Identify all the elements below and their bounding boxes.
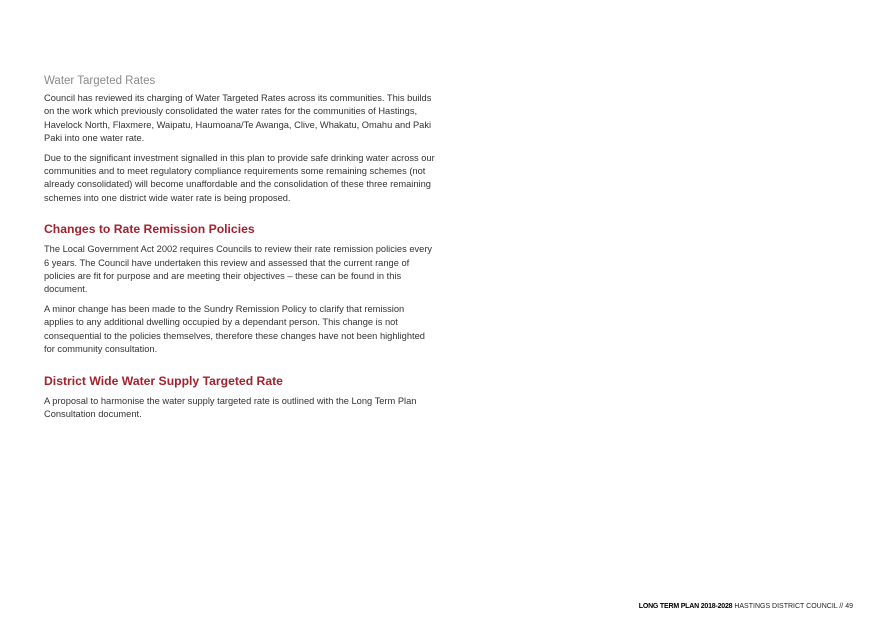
page-number: 49 bbox=[845, 603, 853, 610]
footer-plan-title: LONG TERM PLAN 2018-2028 bbox=[638, 603, 733, 610]
main-content bbox=[44, 73, 436, 427]
water-rates-paragraph-1: Council has reviewed its charging of Water Targeted Rates across its communities. This builds on the work which previously consolidated the water rates for the communities of Hastings, Havelock North, Flaxmere, Waipatu, Haumoana/Te Awanga, Clive, Whakatu, Omahu and Paki Paki into one water rate. bbox=[44, 93, 432, 144]
page-footer bbox=[639, 603, 853, 610]
water-targeted-rates-heading: Water Targeted Rates bbox=[44, 75, 156, 87]
footer-separator: // bbox=[839, 603, 844, 610]
footer-council-name: HASTINGS DISTRICT COUNCIL bbox=[734, 603, 838, 610]
remission-paragraph-1: The Local Government Act 2002 requires Councils to review their rate remission policies every 6 years. The Council have undertaken this review and assessed that the current range of policies are fit for purpose and are meeting their objectives – these can be found in this document. bbox=[44, 244, 433, 295]
water-supply-heading: District Wide Water Supply Targeted Rate bbox=[44, 373, 283, 388]
water-rates-paragraph-2: Due to the significant investment signalled in this plan to provide safe drinking water across our communities and to meet regulatory compliance requirements some remaining schemes (not already consolidated) will become unaffordable and the consolidation of these three remaining schemes into one district wide water rate is being proposed. bbox=[44, 152, 435, 203]
remission-policies-heading: Changes to Rate Remission Policies bbox=[44, 222, 255, 237]
remission-paragraph-2: A minor change has been made to the Sundry Remission Policy to clarify that remission applies to any additional dwelling occupied by a dependant person. This change is not consequential to the policies themselves, therefore these changes have not been highlighted for community consultation. bbox=[44, 303, 425, 355]
water-supply-paragraph-1: A proposal to harmonise the water supply targeted rate is outlined with the Long Term Plan Consultation document. bbox=[44, 395, 417, 419]
